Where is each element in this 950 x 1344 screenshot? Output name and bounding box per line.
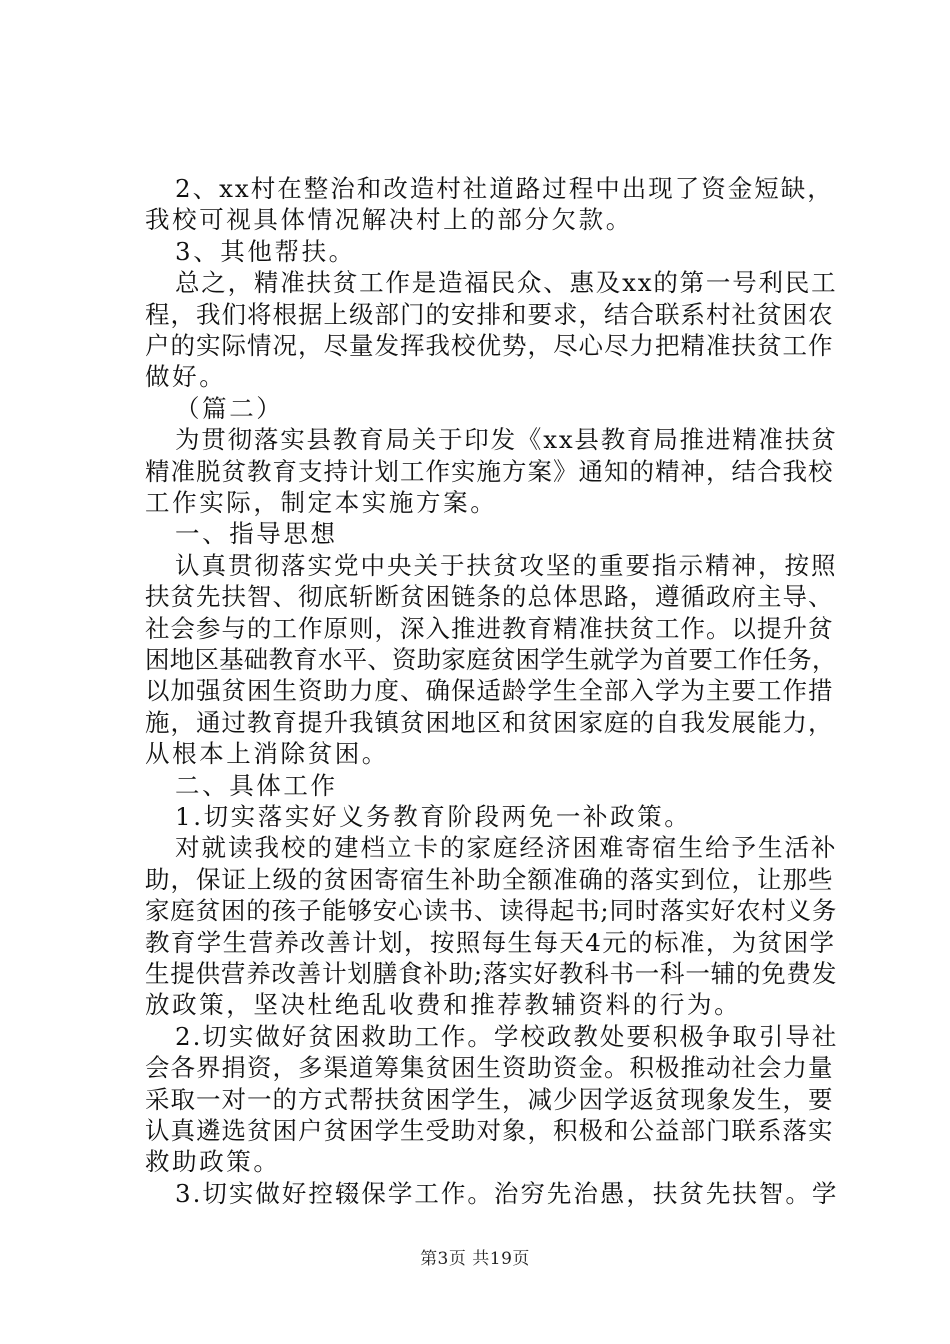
text-line: 家庭贫困的孩子能够安心读书、读得起书;同时落实好农村义务 xyxy=(145,896,838,926)
text-line: 做好。 xyxy=(145,362,227,392)
text-line: 救助政策。 xyxy=(145,1147,281,1177)
text-line: 放政策，坚决杜绝乱收费和推荐教辅资料的行为。 xyxy=(145,990,742,1020)
page-number-footer: 第3页 共19页 xyxy=(420,1249,530,1269)
text-line: 户的实际情况，尽量发挥我校优势，尽心尽力把精准扶贫工作 xyxy=(145,331,834,360)
section-heading: （篇二） xyxy=(175,393,284,423)
text-line: 2、xx村在整治和改造村社道路过程中出现了资金短缺， xyxy=(175,174,834,203)
text-line: 认真贯彻落实党中央关于扶贫攻坚的重要指示精神，按照 xyxy=(175,550,838,580)
text-line: 教育学生营养改善计划，按照每生每天4元的标准，为贫困学 xyxy=(145,927,836,957)
text-line: 总之，精准扶贫工作是造福民众、惠及xx的第一号利民工 xyxy=(175,268,838,298)
text-line: 生提供营养改善计划膳食补助;落实好教科书一科一辅的免费发 xyxy=(145,959,838,988)
text-line: 为贯彻落实县教育局关于印发《xx县教育局推进精准扶贫 xyxy=(175,425,838,455)
text-line: 困地区基础教育水平、资助家庭贫困学生就学为首要工作任务， xyxy=(145,645,837,674)
text-line: 我校可视具体情况解决村上的部分欠款。 xyxy=(145,205,633,235)
text-line: 以加强贫困生资助力度、确保适龄学生全部入学为主要工作措 xyxy=(145,676,834,706)
text-line: 3、其他帮扶。 xyxy=(175,236,356,266)
text-line: 会各界捐资，多渠道筹集贫困生资助资金。积极推动社会力量 xyxy=(145,1053,834,1083)
text-line: 3.切实做好控辍保学工作。治穷先治愚，扶贫先扶智。学 xyxy=(175,1178,839,1208)
text-line: 工作实际，制定本实施方案。 xyxy=(145,488,498,517)
text-line: 认真遴选贫困户贫困学生受助对象，积极和公益部门联系落实 xyxy=(145,1116,834,1145)
section-heading: 一、指导思想 xyxy=(175,519,338,549)
text-line: 助，保证上级的贫困寄宿生补助全额准确的落实到位，让那些 xyxy=(145,864,834,894)
text-line: 采取一对一的方式帮扶贫困学生，减少因学返贫现象发生，要 xyxy=(145,1084,834,1114)
text-line: 对就读我校的建档立卡的家庭经济困难寄宿生给予生活补 xyxy=(175,833,838,863)
text-line: 施，通过教育提升我镇贫困地区和贫困家庭的自我发展能力， xyxy=(145,707,834,737)
section-heading: 二、具体工作 xyxy=(175,770,338,800)
text-line: 扶贫先扶智、彻底斩断贫困链条的总体思路，遵循政府主导、 xyxy=(145,582,834,612)
text-line: 程，我们将根据上级部门的安排和要求，结合联系村社贫困农 xyxy=(145,299,834,329)
text-line: 社会参与的工作原则，深入推进教育精准扶贫工作。以提升贫 xyxy=(145,613,834,643)
text-line: 2.切实做好贫困救助工作。学校政教处要积极争取引导社 xyxy=(175,1021,839,1051)
text-line: 从根本上消除贫困。 xyxy=(145,739,389,769)
text-line: 1.切实落实好义务教育阶段两免一补政策。 xyxy=(175,802,692,831)
text-line: 精准脱贫教育支持计划工作实施方案》通知的精神，结合我校 xyxy=(145,456,834,486)
